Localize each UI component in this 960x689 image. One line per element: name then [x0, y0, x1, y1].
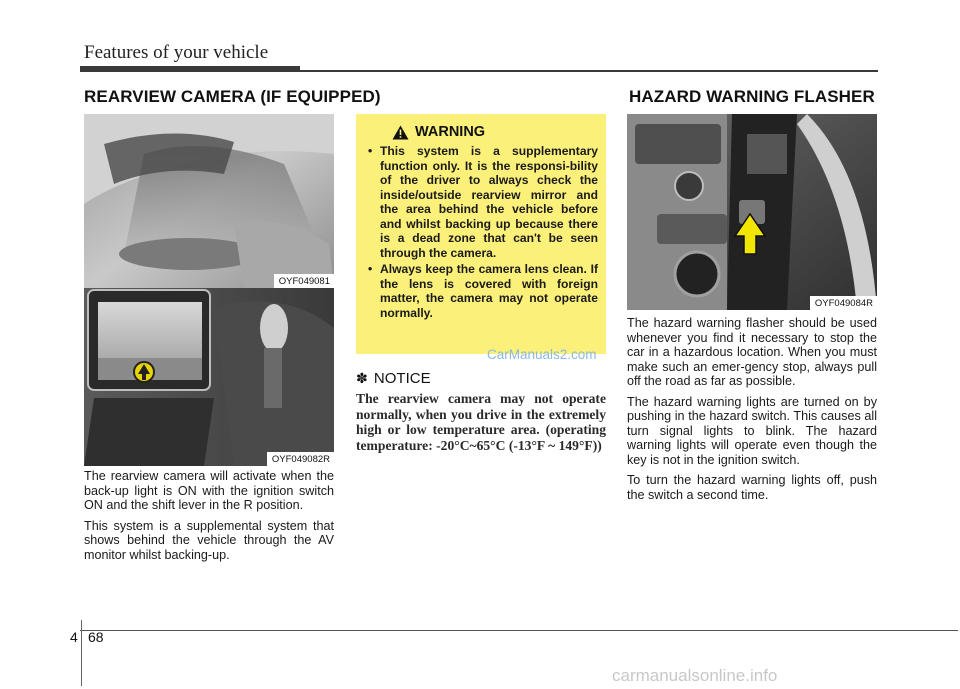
notice-body: The rearview camera may not operate normally, when you drive in the extremely high or low temperature area. (operating temperature: -20°C~65°C (-13°F ~ 149°F)) [356, 391, 606, 453]
notice-title-text: NOTICE [373, 370, 431, 387]
header-rule-thick [80, 66, 300, 72]
page-number: 68 [88, 629, 104, 645]
rearview-paragraph-1: The rearview camera will activate when the back-up light is ON with the ignition switch ON and the shift lever in the R position. [84, 469, 334, 512]
rearview-text [84, 469, 334, 568]
av-monitor-photo [84, 288, 334, 466]
warning-title: WARNING [415, 124, 486, 140]
hazard-flasher-heading: HAZARD WARNING FLASHER [629, 87, 875, 106]
hazard-text [627, 316, 877, 508]
hazard-switch-photo [627, 114, 877, 310]
hazard-paragraph-3: To turn the hazard warning lights off, push the switch a second time. [627, 473, 877, 502]
site-watermark: carmanualsonline.info [612, 666, 778, 685]
hazard-paragraph-2: The hazard warning lights are turned on by pushing in the hazard switch. This causes all turn signal lights to blink. The hazard warning lights will operate even though the key is not in the ignition switch. [627, 394, 877, 467]
notice-star-icon: ✽ [356, 370, 368, 386]
rear-trunk-photo [84, 114, 334, 288]
photo-code-2: OYF049082R [267, 452, 334, 466]
rearview-camera-heading: REARVIEW CAMERA (IF EQUIPPED) [84, 87, 381, 106]
header-title: Features of your vehicle [84, 42, 269, 63]
warning-triangle-icon [392, 125, 409, 140]
header-rule-thin [300, 70, 878, 72]
chapter-number: 4 [70, 629, 78, 645]
warning-list [366, 144, 598, 320]
footer-divider [81, 620, 82, 686]
hazard-paragraph-1: The hazard warning flasher should be used whenever you find it necessary to stop the car in a hazardous location. When you must make such an emer-gency stop, always pull off the road as far as possible. [627, 316, 877, 388]
warning-box [356, 114, 606, 354]
footer-rule [80, 630, 958, 631]
photo-code-1: OYF049081 [274, 274, 334, 288]
warning-item-2: • Always keep the camera lens clean. If the lens is covered with foreign matter, the camera may not operate normally. [366, 262, 598, 320]
notice-title [356, 370, 431, 387]
photo-code-3: OYF049084R [810, 296, 877, 310]
warning-item-1: • This system is a supplementary function only. It is the responsi-bility of the driver to always check the inside/outside rearview mirror and the area behind the vehicle before and whilst backing up because there is a dead zone that can't be seen through the camera. [366, 144, 598, 260]
watermark: CarManuals2.com [487, 347, 597, 362]
rearview-paragraph-2: This system is a supplemental system that shows behind the vehicle through the AV monitor whilst backing-up. [84, 518, 334, 562]
